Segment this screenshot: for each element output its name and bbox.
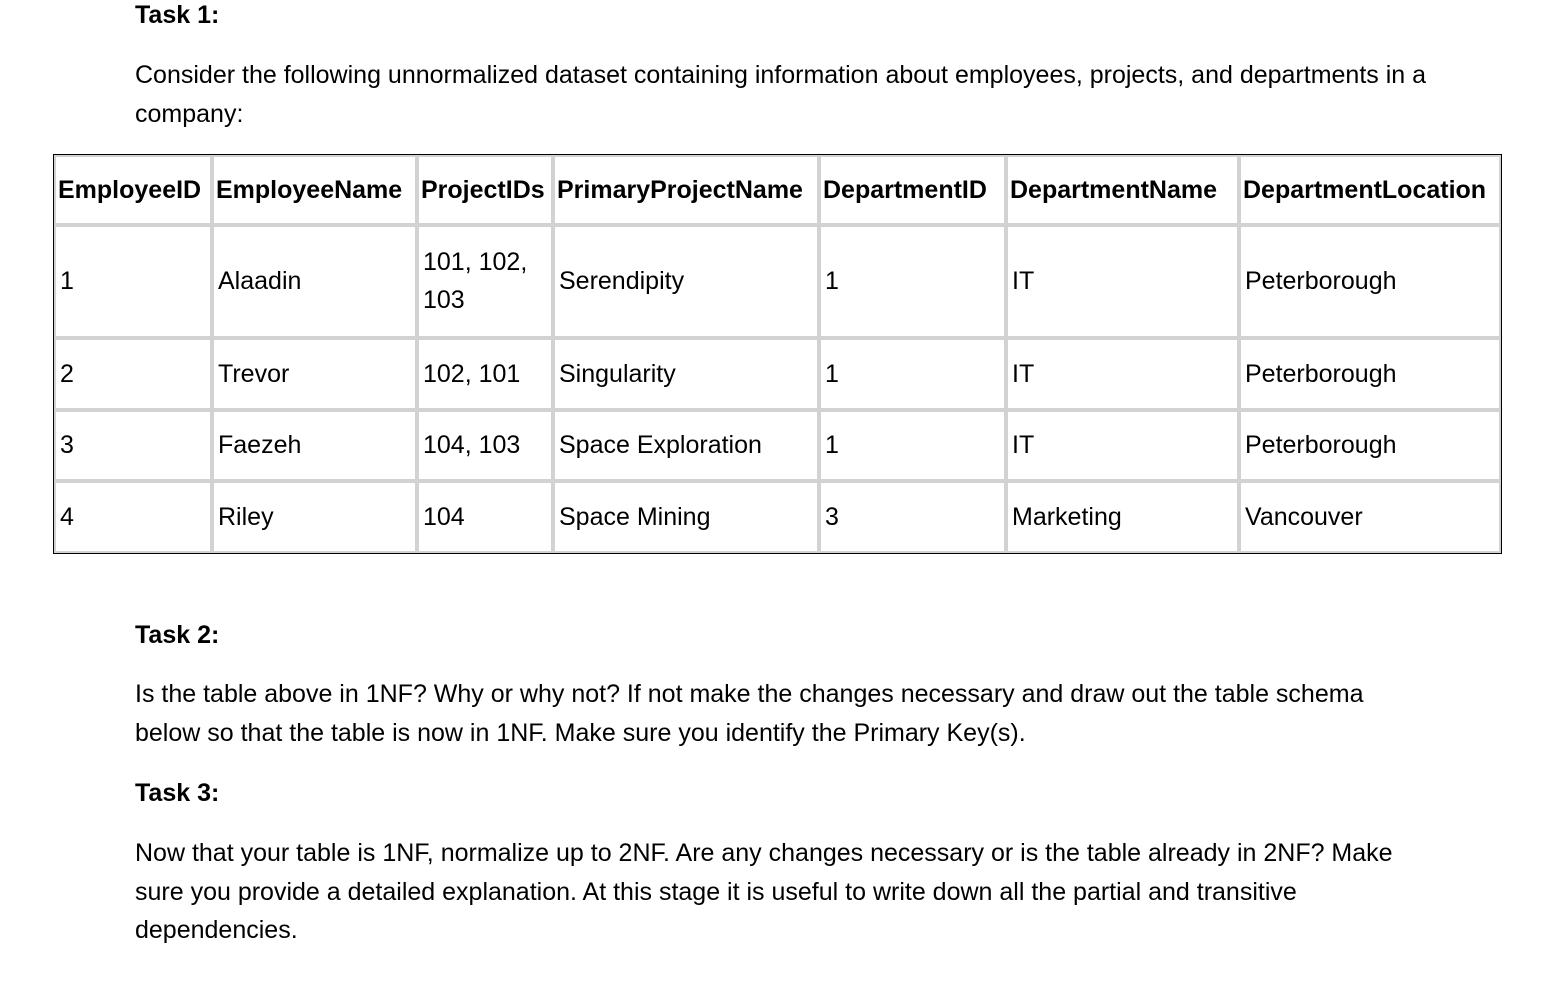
cell-employee-id: 2 [54,338,212,410]
cell-department-name: IT [1006,410,1239,482]
cell-employee-id: 3 [54,410,212,482]
task3-body: Now that your table is 1NF, normalize up to 2NF. Are any changes necessary or is the table already in 2NF? Make sure you provide a detailed explanation. At this stage it is useful to write down all the partial and transitive dependencies. [135,839,1393,944]
dataset-table [54,155,1501,553]
cell-department-id: 1 [819,410,1006,482]
cell-department-location: Peterborough [1239,225,1501,338]
cell-project-ids: 104, 103 [417,410,553,482]
task1-intro: Consider the following unnormalized dataset containing information about employees, projects, and departments in a company: [135,61,1427,128]
column-header-department-id: DepartmentID [819,155,1006,225]
table-row [54,481,1501,553]
cell-employee-name: Trevor [212,338,417,410]
column-header-department-name: DepartmentName [1006,155,1239,225]
column-header-employee-name: EmployeeName [212,155,417,225]
cell-project-ids: 102, 101 [417,338,553,410]
column-header-project-ids: ProjectIDs [417,155,553,225]
cell-department-name: Marketing [1006,481,1239,553]
task2-heading: Task 2: [135,621,220,649]
cell-employee-name: Riley [212,481,417,553]
task3-heading: Task 3: [135,779,220,807]
cell-employee-name: Alaadin [212,225,417,338]
cell-primary-project-name: Space Exploration [553,410,819,482]
table-header-row [54,155,1501,225]
table-row [54,410,1501,482]
table-row [54,338,1501,410]
cell-department-location: Vancouver [1239,481,1501,553]
dataset-table-container [53,154,1502,554]
cell-primary-project-name: Serendipity [553,225,819,338]
column-header-primary-project-name: PrimaryProjectName [553,155,819,225]
cell-department-location: Peterborough [1239,410,1501,482]
cell-department-id: 1 [819,338,1006,410]
cell-primary-project-name: Singularity [553,338,819,410]
task1-heading: Task 1: [135,1,220,29]
cell-department-name: IT [1006,338,1239,410]
cell-primary-project-name: Space Mining [553,481,819,553]
task2-body: Is the table above in 1NF? Why or why not? If not make the changes necessary and draw out the table schema below so that the table is now in 1NF. Make sure you identify the Primary Key(s). [135,680,1364,747]
cell-project-ids: 104 [417,481,553,553]
table-row [54,225,1501,338]
cell-department-name: IT [1006,225,1239,338]
cell-employee-id: 1 [54,225,212,338]
cell-department-id: 1 [819,225,1006,338]
cell-department-id: 3 [819,481,1006,553]
cell-employee-name: Faezeh [212,410,417,482]
column-header-employee-id: EmployeeID [54,155,212,225]
column-header-department-location: DepartmentLocation [1239,155,1501,225]
cell-department-location: Peterborough [1239,338,1501,410]
cell-employee-id: 4 [54,481,212,553]
cell-project-ids: 101, 102, 103 [417,225,553,338]
